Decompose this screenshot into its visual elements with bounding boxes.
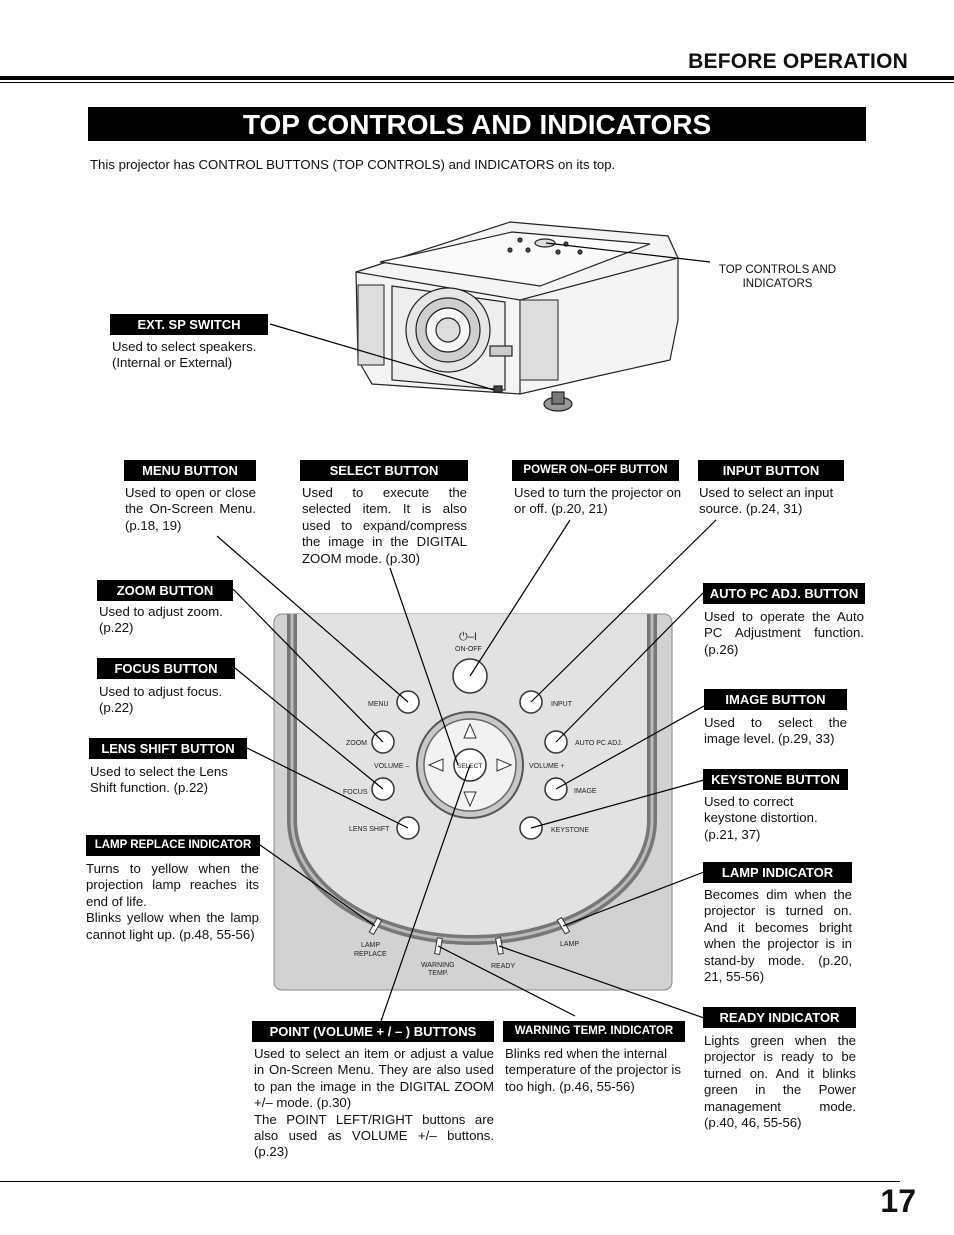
panel-on-off-label: ON-OFF — [455, 646, 482, 653]
panel-lens-shift-label: LENS SHIFT — [349, 826, 390, 833]
lamp-replace-desc-2: Blinks yellow when the lamp cannot light up. (p.48, 55-56) — [86, 910, 259, 942]
warning-temp-indicator-label: WARNING TEMP. INDICATOR — [503, 1021, 685, 1042]
focus-button-label: FOCUS BUTTON — [97, 658, 235, 679]
ext-sp-switch-label: EXT. SP SWITCH — [110, 314, 268, 335]
panel-lamp-replace-label-2: REPLACE — [354, 951, 387, 958]
panel-select-label: SELECT — [457, 763, 483, 770]
lamp-indicator-desc: Becomes dim when the projector is turned on. And it becomes bright when the projector is in stand-by mode. (p.20, 21, 55-56) — [704, 887, 852, 985]
top-controls-callout: TOP CONTROLS AND INDICATORS — [718, 264, 837, 290]
input-button-desc: Used to select an input source. (p.24, 31) — [699, 485, 834, 517]
lamp-replace-desc-1: Turns to yellow when the projection lamp reaches its end of life. — [86, 861, 259, 909]
menu-button-label: MENU BUTTON — [124, 460, 256, 481]
panel-volume-plus-label: VOLUME + — [529, 763, 565, 770]
panel-lamp-label: LAMP — [560, 941, 580, 948]
panel-auto-pc-label: AUTO PC ADJ. — [575, 740, 623, 747]
page-number: 17 — [880, 1183, 916, 1219]
panel-lamp-replace-label-1: LAMP — [361, 942, 381, 949]
lamp-indicator-label: LAMP INDICATOR — [703, 862, 852, 883]
lens-shift-button-label: LENS SHIFT BUTTON — [89, 738, 247, 759]
zoom-button-label: ZOOM BUTTON — [97, 580, 233, 601]
intro-text: This projector has CONTROL BUTTONS (TOP CONTROLS) and INDICATORS on its top. — [90, 157, 616, 172]
panel-ready-label: READY — [491, 963, 516, 970]
panel-image-label: IMAGE — [574, 788, 597, 795]
panel-warning-label-2: TEMP. — [428, 970, 449, 977]
power-button-desc: Used to turn the projector on or off. (p.20, 21) — [514, 485, 682, 517]
power-button-label: POWER ON–OFF BUTTON — [512, 460, 679, 481]
input-button-label: INPUT BUTTON — [698, 460, 844, 481]
panel-menu-label: MENU — [368, 701, 389, 708]
warning-temp-indicator-desc: Blinks red when the internal temperature of the projector is too high. (p.46, 55-56) — [505, 1046, 681, 1094]
projector-illustration — [356, 222, 678, 411]
section-title: BEFORE OPERATION — [688, 50, 908, 73]
menu-button-desc: Used to open or close the On-Screen Menu. (p.18, 19) — [125, 485, 256, 533]
keystone-button-desc: Used to correct keystone distortion. (p.21, 37) — [704, 794, 818, 842]
panel-zoom-label: ZOOM — [346, 740, 367, 747]
panel-warning-label-1: WARNING — [421, 962, 455, 969]
point-desc-1: Used to select an item or adjust a value in On-Screen Menu. They are also used to pan the image in the DIGITAL ZOOM +/– mode. (p.30) — [254, 1046, 494, 1111]
image-button-label: IMAGE BUTTON — [704, 689, 847, 710]
page-title: TOP CONTROLS AND INDICATORS — [88, 107, 866, 141]
lamp-replace-indicator-label: LAMP REPLACE INDICATOR — [86, 835, 260, 856]
panel-keystone-label: KEYSTONE — [551, 827, 589, 834]
focus-button-desc: Used to adjust focus. (p.22) — [99, 684, 223, 716]
lens-shift-button-desc: Used to select the Lens Shift function. (p.22) — [90, 764, 228, 796]
ready-indicator-label: READY INDICATOR — [703, 1007, 856, 1028]
footer-rule — [0, 1181, 900, 1182]
auto-pc-adj-button-desc: Used to operate the Auto PC Adjustment function. (p.26) — [704, 609, 864, 657]
panel-focus-label: FOCUS — [343, 789, 368, 796]
zoom-button-desc: Used to adjust zoom. (p.22) — [99, 604, 223, 636]
keystone-button-label: KEYSTONE BUTTON — [703, 769, 848, 790]
panel-volume-minus-label: VOLUME – — [374, 763, 410, 770]
lamp-replace-indicator-desc — [86, 861, 259, 943]
auto-pc-adj-button-label: AUTO PC ADJ. BUTTON — [703, 583, 865, 604]
image-button-desc: Used to select the image level. (p.29, 33) — [704, 715, 847, 747]
ready-indicator-desc: Lights green when the projector is ready to be turned on. And it blinks green in the Power management mode. (p.40, 46, 55-56) — [704, 1033, 856, 1131]
select-button-desc: Used to execute the selected item. It is also used to expand/compress the image in the DIGITAL ZOOM mode. (p.30) — [302, 485, 467, 566]
point-buttons-label: POINT (VOLUME + / – ) BUTTONS — [252, 1021, 494, 1042]
panel-on-off-symbol: ⏻–I — [459, 631, 477, 643]
point-buttons-desc — [254, 1046, 494, 1161]
point-desc-2: The POINT LEFT/RIGHT buttons are also used as VOLUME +/– buttons. (p.23) — [254, 1111, 494, 1160]
panel-input-label: INPUT — [551, 701, 572, 708]
ext-sp-switch-desc: Used to select speakers. (Internal or External) — [112, 339, 257, 371]
select-button-label: SELECT BUTTON — [300, 460, 468, 481]
